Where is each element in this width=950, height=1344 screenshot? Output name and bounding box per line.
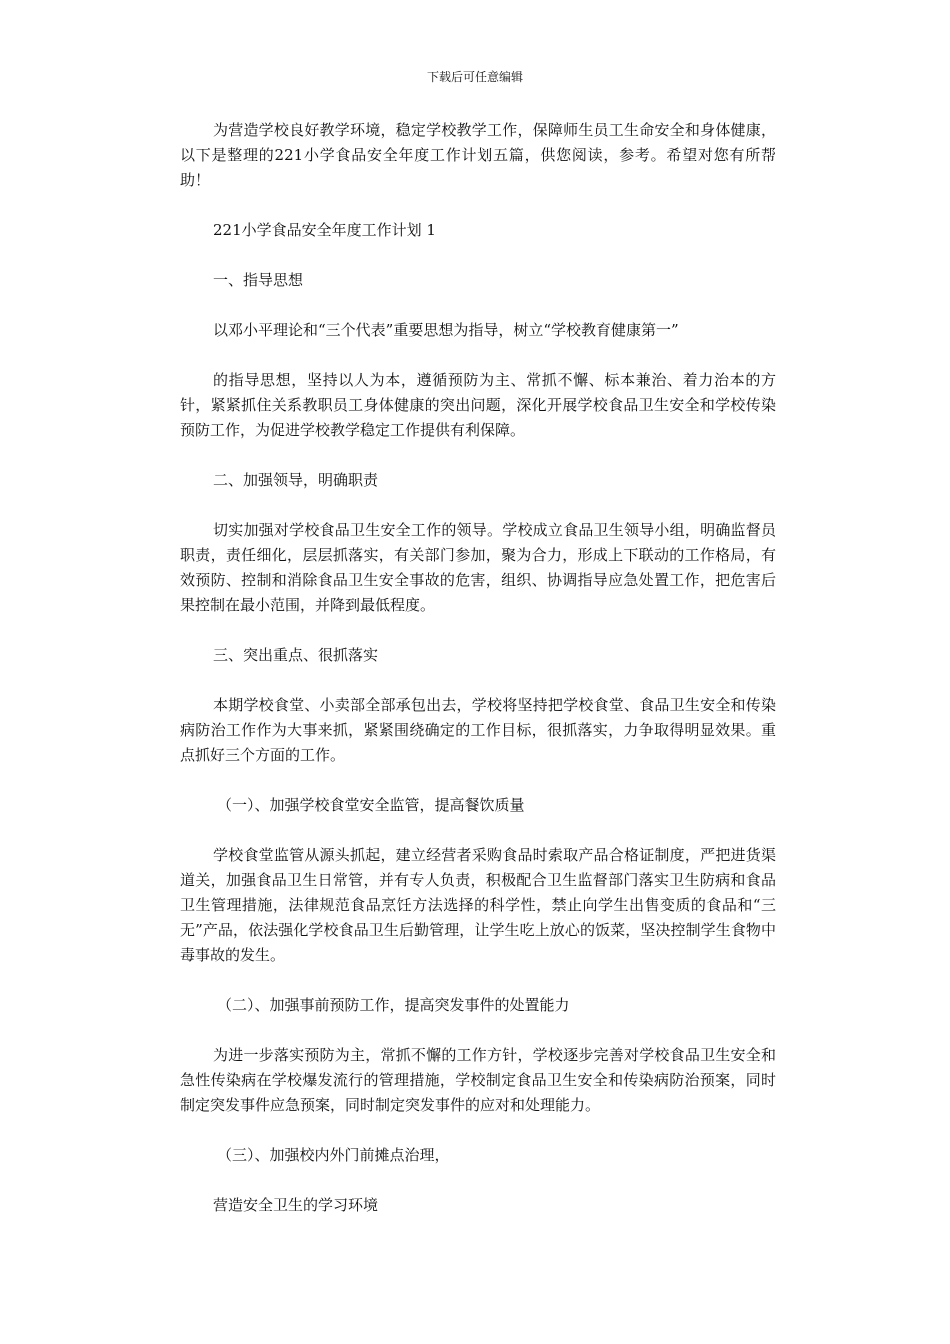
sub-3-paragraph: 营造安全卫生的学习环境 (213, 1196, 379, 1214)
sub-2-paragraph: 为进一步落实预防为主，常抓不懈的工作方针，学校逐步完善对学校食品卫生安全和急性传染病在学校爆发流行的管理措施，学校制定食品卫生安全和传染病防治预案，同时制定突发事件应急预案，同时制定突发事件的应对和处理能力。 (180, 1046, 776, 1114)
section-1-paragraph-1: 以邓小平理论和“三个代表”重要思想为指导，树立“学校教育健康第一” (213, 321, 679, 339)
section-heading-3: 三、突出重点、很抓落实 (213, 646, 379, 664)
plan-title: 221小学食品安全年度工作计划 1 (213, 221, 436, 239)
section-3-paragraph-1: 本期学校食堂、小卖部全部承包出去，学校将坚持把学校食堂、食品卫生安全和传染病防治工作作为大事来抓，紧紧围绕确定的工作目标，很抓落实，力争取得明显效果。重点抓好三个方面的工作。 (180, 696, 776, 764)
intro-paragraph: 为营造学校良好教学环境，稳定学校教学工作，保障师生员工生命安全和身体健康，以下是整理的221小学食品安全年度工作计划五篇，供您阅读，参考。希望对您有所帮助！ (180, 121, 776, 189)
section-heading-2: 二、加强领导，明确职责 (213, 471, 379, 489)
header-note: 下载后可任意编辑 (426, 70, 523, 84)
section-2-paragraph-1: 切实加强对学校食品卫生安全工作的领导。学校成立食品卫生领导小组，明确监督员职责，责任细化，层层抓落实，有关部门参加，聚为合力，形成上下联动的工作格局，有效预防、控制和消除食品卫生安全事故的危害，组织、协调指导应急处置工作，把危害后果控制在最小范围，并降到最低程度。 (180, 521, 776, 614)
document-body (180, 118, 776, 1243)
sub-1-paragraph: 学校食堂监管从源头抓起，建立经营者采购食品时索取产品合格证制度，严把进货渠道关，加强食品卫生日常管，并有专人负责，积极配合卫生监督部门落实卫生防病和食品卫生管理措施，法律规范食品烹饪方法选择的科学性，禁止向学生出售变质的食品和“三无”产品，依法强化学校食品卫生后勤管理，让学生吃上放心的饭菜，坚决控制学生食物中毒事故的发生。 (180, 846, 776, 964)
sub-heading-3: （三）、加强校内外门前摊点治理， (217, 1146, 450, 1164)
sub-heading-2: （二）、加强事前预防工作，提高突发事件的处置能力 (217, 996, 570, 1014)
section-1-paragraph-2: 的指导思想，坚持以人为本，遵循预防为主、常抓不懈、标本兼治、着力治本的方针，紧紧抓住关系教职员工身体健康的突出问题，深化开展学校食品卫生安全和学校传染预防工作，为促进学校教学稳定工作提供有利保障。 (180, 371, 776, 439)
section-heading-1: 一、指导思想 (213, 271, 304, 289)
sub-heading-1: （一）、加强学校食堂安全监管，提高餐饮质量 (217, 796, 525, 814)
